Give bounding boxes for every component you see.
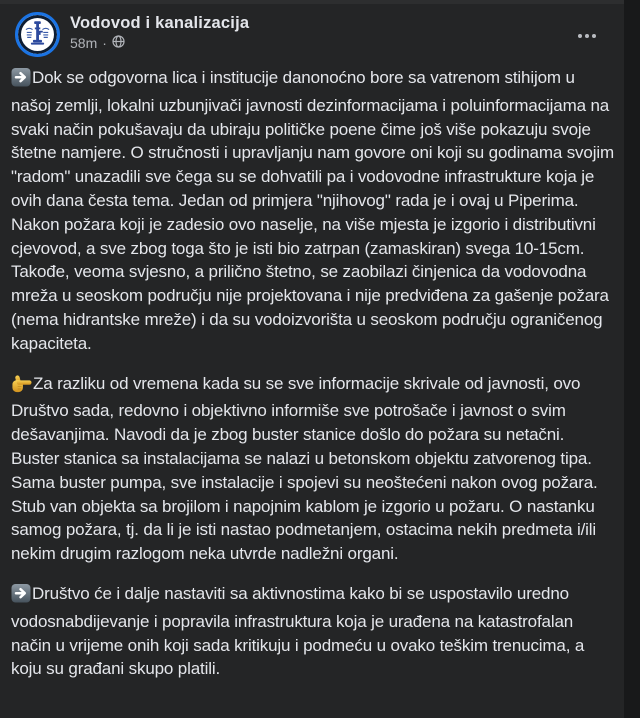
- paragraph-text: Društvo će i dalje nastaviti sa aktivnostima kako bi se uspostavilo uredno vodosnabdijevanje i popravila infrastruktura koja je urađena na katastrofalan način u vrijeme onih koji sada kritikuju i podmeću u ovako teškim trenucima, a koju su građani skupo platili.: [11, 583, 585, 679]
- globe-icon: [112, 35, 125, 51]
- right-arrow-emoji: [11, 67, 31, 94]
- post-paragraph: [11, 372, 615, 566]
- ellipsis-icon: [578, 34, 596, 38]
- page-name-link[interactable]: Vodovod i kanalizacija: [70, 14, 250, 32]
- post-paragraph: [11, 582, 615, 681]
- paragraph-text: Dok se odgovorna lica i institucije danonoćno bore sa vatrenom stihijom u našoj zemlji, lokalni uzbunjivači javnosti dezinformacijama i poluinformacijama na svaki način pokušavaju da ubiraju političke poene čime još više pokazuju svoje štetne namjere. O stručnosti i upravljanju nam govore oni koji su godinama svojim "radom" unazadili sve čega su se dohvatili pa i vodovodne infrastrukture koja je ovih dana česta tema. Jedan od primjera "njihovog" rada je i ovaj u Piperima. Nakon požara koji je zadesio ovo naselje, na više mjesta je izgorio i distributivni cjevovod, a sve zbog toga što je isti bio zatrpan (zamaskiran) svega 10-15cm. Takođe, veoma svjesno, a prilično štetno, se zaobilazi činjenica da vodovodna mreža u seoskom području nije projektovana i nije predviđena za gašenje požara (nema hidrantske mreže) i da su vodoizvorišta u seoskom području ograničenog kapaciteta.: [11, 68, 614, 353]
- page-avatar[interactable]: [15, 12, 60, 57]
- post-meta: [70, 35, 249, 51]
- post-body: [0, 57, 624, 681]
- post-options-button[interactable]: [572, 28, 602, 44]
- paragraph-text: Za razliku od vremena kada su se sve informacije skrivale od javnosti, ovo Društvo sada, redovno i objektivno informiše sve potrošače i javnost o svim dešavanjima. Navodi da je zbog buster stanice došlo do požara su netačni. Buster stanica sa instalacijama se nalazi u betonskom objektu zatvorenog tipa. Sama buster pumpa, sve instalacije i spojevi su neoštećeni nakon ovog požara. Stub van objekta sa brojilom i napojnim kablom je izgorio u požaru. O nastanku samog požara, tj. da li je isti nastao podmetanjem, ostacima nekih predmeta i/ili nekim drugim razlogom neka utvrde nadležni organi.: [11, 373, 598, 564]
- header-info: [70, 10, 249, 51]
- pointing-right-emoji: [11, 373, 32, 400]
- right-arrow-emoji: [11, 583, 31, 610]
- waterworks-logo-icon: [21, 18, 54, 51]
- post-header: [0, 4, 624, 57]
- post-paragraph: [11, 66, 615, 356]
- meta-separator: ·: [102, 35, 107, 51]
- post-timestamp[interactable]: 58m: [70, 35, 98, 51]
